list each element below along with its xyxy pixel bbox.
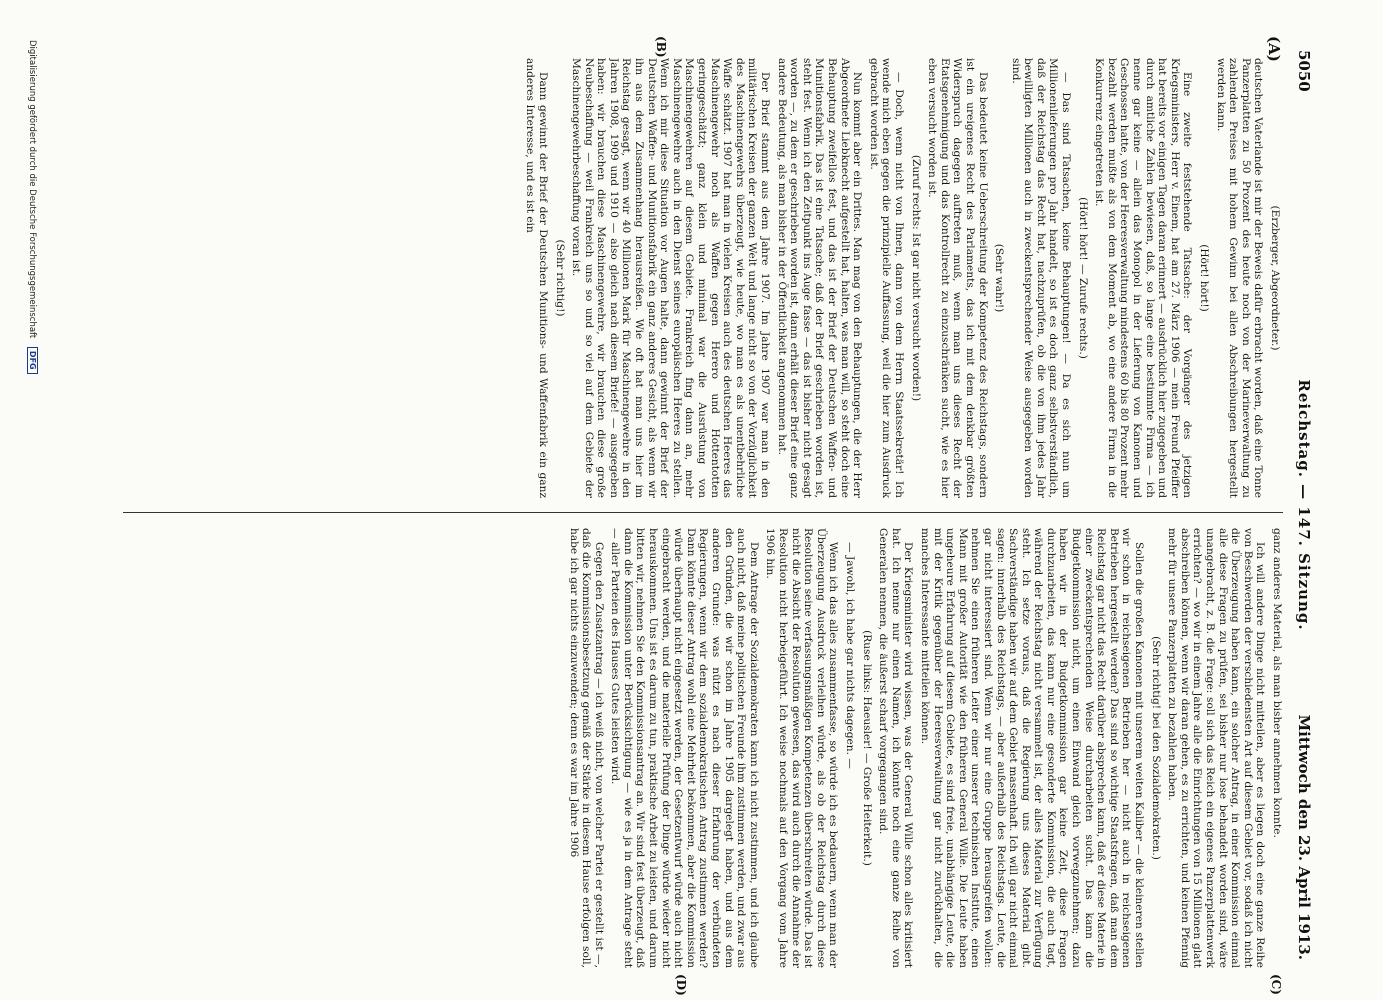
paragraph: Ich will andere Dinge nicht mitteilen, aber es liegen doch eine ganze Reihe von Beschwerden der verschiedensten Art auf diesem Gebiet vor, sodaß ich nicht die Überzeugung haben kann, ein solcher Antrag, in einer Kommission einmal alle diese Fragen zu prüfen, sei bisher nur lose behandelt worden sind, wäre unangebracht, z. B. die Frage: soll sich das Reich ein eigenes Panzerplattenwerk errichten? — wo wir in einem Jahre alle die Einrichtungen von 15 Millionen glatt abschreiben können, wenn wir daran gehen, es zu errichten, und keinen Pfennig mehr für unsere Panzerplatten zu bezahlen haben.: [1166, 528, 1267, 968]
interjection: (Hört! hört! — Zurufe rechts.): [1076, 197, 1089, 359]
paragraph: Der Kriegsminister wird wissen, was der General Wille schon alles kritisiert hat. Ich nenne nur einen Namen, ich könnte noch eine ganze Reihe von Generalen nennen, die äußerst scharf vorgegangen sind.: [877, 528, 915, 968]
page-number: 5050: [1295, 50, 1313, 92]
interjection: (Ruse links: Haeusler! — Große Heiterkeit.): [860, 630, 873, 866]
session-date: Mittwoch den 23. April 1913.: [1295, 714, 1313, 960]
session-title: Reichstag. — 147. Sitzung.: [1295, 379, 1313, 631]
paragraph: — Doch, wenn nicht von Ihnen, dann von dem Herrn Staatssekretär! Ich wende mich eben gegen die prinzipielle Auffassung, weil die hier zum Ausdruck gebracht worden ist.: [867, 58, 905, 498]
paragraph: Gegen den Zusatzantrag — ich weiß nicht, von welcher Partei er gestellt ist —, daß die Kommissionsbesetzung gemäß der Stärke in diesem Hause erfolgen soll, habe ich gar nichts einzuwenden; denn es war im Jahre 1906: [567, 528, 605, 968]
column-divider: [123, 512, 1283, 513]
right-text-column: [123, 528, 1283, 968]
paragraph: — Das sind Tatsachen, keine Behauptungen! — Da es sich nun um Millionenlieferungen pro Jahr handelt, so ist es doch ganz selbstverständlich, daß der Reichstag das Recht hat, nachzuprüfen, ob die von ihm jedes Jahr bewilligten Millionen auch in zweckentsprechender Weise ausgegeben worden sind.: [1009, 58, 1073, 498]
paragraph: Dann gewinnt der Brief der Deutschen Munitions- und Waffenfabrik ein ganz anderes Interesse, und es ist ein: [524, 58, 549, 498]
section-marker-a: (A): [1265, 36, 1283, 62]
left-text-column: [123, 58, 1283, 498]
interjection: (Sehr wahr!): [993, 243, 1006, 313]
interjection: (Hört! hört!): [1198, 244, 1211, 312]
paragraph: deutschen Vaterlande ist mir der Beweis dafür erbracht worden, daß eine Tonne Panzerplatten zu 50 Prozent des heute noch von der Marineverwaltung zu zahlenden Preises mit hohem Gewinn bei allen Abschreibungen hergestellt werden kann.: [1214, 58, 1265, 498]
interjection: (Zuruf rechts: Ist gar nicht versucht worden!): [909, 154, 922, 402]
dfg-logo: DFG: [27, 347, 38, 374]
paragraph: Nun kommt aber ein Drittes. Man mag von den Behauptungen, die der Herr Abgeordnete Liebknecht aufgestellt hat, halten, was man will, so steht doch eine Behauptung zweifellos fest, und das ist der Brief der Deutschen Waffen- und Munitionsfabrik. Das ist eine Tatsache; daß der Brief geschrieben worden ist, steht fest. Wenn ich den Zeitpunkt ins Auge fasse — das ist bisher nicht gesagt worden —, zu dem er geschrieben worden ist, dann erhält dieser Brief eine ganz andere Bedeutung, als man bisher in der Öffentlichkeit angenommen hat.: [775, 58, 864, 498]
page-header: [1287, 50, 1313, 960]
section-marker-b: (B): [654, 36, 668, 58]
digitization-footer: [27, 40, 38, 374]
section-marker-d: (D): [674, 974, 688, 996]
footer-text: Digitalisierung gefördert durch die Deutsche Forschungsgemeinschaft: [27, 40, 37, 339]
paragraph: Sollen die großen Kanonen mit unserem weiten Kaliber — die kleineren stellen wir schon in reichseigenen Betrieben her — nicht auch in reichseigenen Betrieben hergestellt werden? Das sind so wichtige Staatsfragen, daß man dem Reichstag gar nicht das Recht darüber absprechen kann, daß er diese Materie in einer zweckentsprechenden Weise durcharbeiten sucht. Das kann die Budgetkommission nicht, um einen Einwand gleich vorwegzunehmen; dazu haben wir in der Budgetkommission gar keine Zeit, diese Fragen durchzuarbeiten, das kann nur eine gesonderte Kommission, die auch tagt, während der Reichstag nicht versammelt ist, der alles Material zur Verfügung steht. Ich setze voraus, daß die Regierung uns dieses Material gibt. Sachverständige haben wir auf dem Gebiet massenhaft. Ich will gar nicht einmal sagen: innerhalb des Reichstags, — aber außerhalb des Reichstags. Leute, die gar nicht interessiert sind. Wenn wir nur eine Gruppe herausgreifen wollen: nehmen Sie einen früheren Leiter einer unserer technischen Institute, einen Mann mit großer Autorität wie den früheren General Wille. Die Leute haben ungeheure Erfahrung auf diesem Gebiete, es sind freie, unabhängige Leute, die mit der Kritik gegenüber der Heeresverwaltung gar nicht zurückhalten, die manches Interessante mitteilen können.: [918, 528, 1146, 968]
interjection: (Sehr richtig! bei den Sozialdemokraten.): [1149, 636, 1162, 860]
interjection: (Sehr richtig!): [553, 239, 566, 317]
paragraph: ganz anderes Material, als man bisher annehmen konnte.: [1271, 528, 1283, 838]
interjection: (Erzberger, Abgeordneter.): [1269, 205, 1281, 351]
paragraph: — Jawohl, ich habe gar nichts dagegen. —: [844, 542, 856, 769]
paragraph: Dem Antrage der Sozialdemokraten kann ich nicht zustimmen, und ich glaube auch nicht, daß meine politischen Freunde ihm zustimmen werden, und zwar aus den Gründen, die wir schon im Jahre 1905 dargelegt haben, und aus dem anderen Grunde: was nützt es nach dieser Erfahrung der verbündeten Regierungen, wenn wir dem sozialdemokratischen Antrag zustimmen werden? Dann könnte dieser Antrag wohl eine Mehrheit bekommen, aber die Kommission würde überhaupt nicht eingesetzt werden, der Gesetzentwurf würde auch nicht eingebracht werden, und die materielle Prüfung der Dinge würde wieder nicht herauskommen. Uns ist es darum zu tun, praktische Arbeit zu leisten, und darum bitten wir, nehmen Sie den Kommissionsantrag an. Wir sind fest überzeugt, daß dann die Kommission unter Berücksichtigung — wie es ja in dem Antrage steht — aller Parteien des Hauses Gutes leisten wird.: [609, 528, 760, 968]
paragraph: Wenn ich das alles zusammenfasse, so würde ich es bedauern, wenn man der Überzeugung Ausdruck verleihen würde, als ob der Reichstag durch diese Resolution seine verfassungsmäßigen Kompetenzen überschreiten würde. Das ist nicht die Absicht der Resolution gewesen, das wird auch durch die Annahme der Resolution nicht herbeigeführt. Ich weise nochmals auf den Vorgang vom Jahre 1906 hin.: [764, 528, 840, 968]
paragraph: Das bedeutet keine Ueberschreitung der Kompetenz des Reichstags, sondern ist ein ureigenes Recht des Parlaments, das ich mit dem denkbar größten Widerspruch dagegen auftreten muß, wenn man uns dieses Recht der Etatsgenehmigung und das Kontrollrecht zu einzuschränken sucht, wie es hier eben versucht worden ist.: [926, 58, 989, 498]
paragraph: Eine zweite feststehende Tatsache: der Vorgänger des jetzigen Kriegsministers, Herr v. Einem, hat am 27. März 1906 — mein Freund Pfeiffer hat bereits vor einigen Tagen daran erinnert — ausdrücklich hier zugegeben und durch amtliche Zahlen bewiesen, daß, so lange eine bestimmte Firma — ich nenne gar keine — allein das Monopol in der Lieferung von Kanonen und Geschossen hatte, von der Heeresverwaltung mindestens 60 bis 80 Prozent mehr bezahlt werden mußte als von dem Moment ab, wo eine andere Firma in die Konkurrenz eingetreten ist.: [1093, 58, 1194, 498]
paragraph: Der Brief stammt aus dem Jahre 1907. Im Jahre 1907 war man in den militärischen Kreisen der ganzen Welt und lange nicht so von der Vorzüglichkeit des Maschinengewehrs überzeugt, wie heute, wo man es als unentbehrliche Waffe schätzt. 1907 hat man in vielen Kreisen auch des deutschen Heeres das Maschinengewehr noch als Waffen gegen Herero und Hottentotten geringgeschätzt; ganz klein und minimal war die Ausrüstung von Maschinengewehren auf diesem Gebiete. Frankreich fing dann an, mehr Maschinengewehre auch in den Dienst seines europäischen Heeres zu stellen. Wenn ich mir diese Situation vor Augen halte, dann gewinnt der Brief der Deutschen Waffen- und Munitionsfabrik ein ganz anderes Gesicht, als wenn wir ihn aus dem Zusammenhang herausreißen. Wie oft hat man uns hier im Reichstag gesagt, wenn wir 40 Millionen Mark für Maschinengewehre in den Jahren 1908, 1909 und 1910 — also gleich nach diesem Briefe! — ausgegeben haben: wir brauchen diese Maschinengewehre, wir brauchen diese große Neubeschaffung — weil Frankreich uns so und so viel auf dem Gebiete der Maschinengewehrbeschaffung voran ist.: [570, 58, 772, 498]
section-marker-c: (C): [1269, 974, 1283, 995]
